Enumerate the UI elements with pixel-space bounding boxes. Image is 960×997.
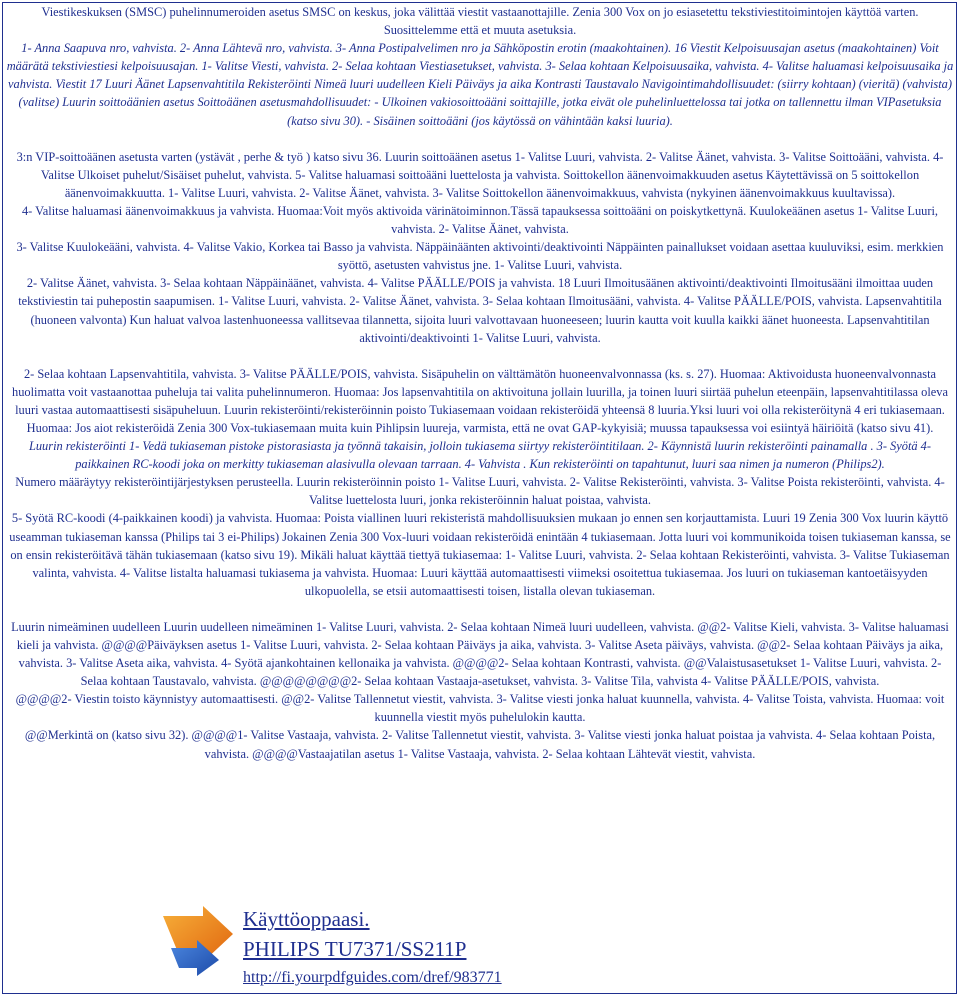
paragraph: @@@@2- Viestin toisto käynnistyy automaattisesti. @@2- Valitse Tallennetut viestit, vahvista. 3- Valitse viesti jonka haluat kuunnella, vahvista. 4- Valitse Toista, vahvista. Huomaa: voit kuunnella viestit myös puhelulokin kautta. [15, 692, 945, 725]
document-body [4, 3, 956, 763]
paragraph-gap [4, 347, 956, 365]
paragraph: 3:n VIP-soittoäänen asetusta varten (ystävät , perhe & työ ) katso sivu 36. Luurin soittoäänen asetus 1- Valitse Luuri, vahvista. 2- Valitse Äänet, vahvista. 3- Valitse Soittoääni, vahvista. 4- Valitse Ulkoiset puhelut/Sisäiset puhelut, vahvista. 5- Valitse haluamasi soittoääni luettelosta ja vahvista. Soittokellon äänenvoimakkuuden asetus Käytettävissä on 5 soittokellon äänenvoimakkuutta. 1- Valitse Luuri, vahvista. 2- Valitse Äänet, vahvista. 3- Valitse Soittokellon äänenvoimakkuus, vahvista (nykyinen äänenvoimakkuus kuultavissa). [16, 149, 944, 200]
product-link[interactable]: PHILIPS TU7371/SS211P [243, 937, 467, 961]
paragraph: 2- Valitse Äänet, vahvista. 3- Selaa kohtaan Näppäinäänet, vahvista. 4- Valitse PÄÄLLE/POIS ja vahvista. 18 Luuri Ilmoitusäänen aktivointi/deaktivointi Ilmoitusääni ilmoittaa uuden tekstiviestin tai puhepostin saapumisen. 1- Valitse Luuri, vahvista. 2- Valitse Äänet, vahvista. 3- Selaa kohtaan Ilmoitusääni, vahvista. 4- Valitse PÄÄLLE/POIS, vahvista. Lapsenvahtitila (huoneen valvonta) Kun haluat valvoa lastenhuoneessa vallitsevaa tilannetta, sijoita luuri valvottavaan huoneeseen; luurin kautta voit kuulla kaikki äänet huoneesta. Lapsenvahtitilan aktivointi/deaktivointi 1- Valitse Luuri, vahvista. [18, 276, 942, 345]
pdf-guide-arrow-icon [157, 904, 237, 978]
paragraph: 3- Valitse Kuulokeääni, vahvista. 4- Valitse Vakio, Korkea tai Basso ja vahvista. Näppäinäänten aktivointi/deaktivointi Näppäinten painallukset voidaan asettaa kuuluviksi, esim. merkkien syöttö, asetusten vahvistus jne. 1- Valitse Luuri, vahvista. [16, 240, 944, 273]
paragraph: Viestikeskuksen (SMSC) puhelinnumeroiden asetus SMSC on keskus, joka välittää viestit vastaanottajille. Zenia 300 Vox on jo esiasetettu tekstiviestitoimintojen käyttöä varten. Suosittelemme että et muuta asetuksia. [41, 5, 919, 38]
paragraph-gap [4, 600, 956, 618]
paragraph: 1- Anna Saapuva nro, vahvista. 2- Anna Lähtevä nro, vahvista. 3- Anna Postipalvelimen nro ja Sähköpostin erotin (maakohtainen). 16 Viestit Kelpoisuusajan asetus (maakohtainen) Voit määrätä tekstiviestiesi kelpoisuusajan. 1- Valitse Viesti, vahvista. 2- Selaa kohtaan Viestiasetukset, vahvista. 3- Selaa kohtaan Kelpoisuusaika, vahvista. 4- Valitse haluamasi kelpoisuusaika ja vahvista. Viestit 17 Luuri Äänet Lapsenvahtitila Rekisteröinti Nimeä luuri uudelleen Kieli Päiväys ja aika Kontrasti Taustavalo Navigointimahdollisuudet: (siirry kohtaan) (vieritä) (vahvista) (valitse) Luurin soittoäänien asetus Soittoäänen asetusmahdollisuudet: - Ulkoinen vakiosoittoääni soittajille, jotka eivät ole puhelinluettelossa tai jotka on tallennettu ilman VIPasetuksia (katso sivu 30). - Sisäinen soittoääni (jos käytössä on vähintään kaksi luuria). [6, 41, 954, 128]
paragraph: 5- Syötä RC-koodi (4-paikkainen koodi) ja vahvista. Huomaa: Poista viallinen luuri rekisteristä mahdollisuuksien mukaan jo ennen sen korjauttamista. Luuri 19 Zenia 300 Vox luurin käyttö useamman tukiaseman kanssa (Philips tai 3 ei-Philips) Jokainen Zenia 300 Vox-luuri voidaan rekisteröidä enintään 4 tukiasemaan. Jotta luuri voi kommunikoida toisen tukiaseman kanssa, se on ensin rekisteröitävä tähän tukiasemaan (katso sivu 19). Mikäli haluat käyttää tiettyä tukiasemaa: 1- Valitse Luuri, vahvista. 2- Selaa kohtaan Rekisteröinti, vahvista. 3- Valitse Tukiaseman valinta, vahvista. 4- Valitse listalta haluamasi tukiasema ja vahvista. Huomaa: Luuri käyttää automaattisesti viimeksi osoitettua tukiasemaa. Jos luuri on tukiaseman kantoetäisyyden ulkopuolella, se etsii automaattisesti toisen, listalla olevan tukiaseman. [9, 511, 951, 598]
footer [157, 898, 657, 993]
guide-link[interactable]: Käyttöoppaasi. [243, 907, 370, 931]
paragraph: Luurin nimeäminen uudelleen Luurin uudelleen nimeäminen 1- Valitse Luuri, vahvista. 2- Selaa kohtaan Nimeä luuri uudelleen, vahvista. @@2- Valitse Kieli, vahvista. 3- Valitse haluamasi kieli ja vahvista. @@@@Päiväyksen asetus 1- Valitse Luuri, vahvista. 2- Selaa kohtaan Päiväys ja aika, vahvista. 3- Valitse Aseta päiväys, vahvista. @@2- Selaa kohtaan Päiväys ja aika, vahvista. 3- Valitse Aseta aika, vahvista. 4- Syötä ajankohtainen kellonaika ja vahvista. @@@@2- Selaa kohtaan Kontrasti, vahvista. @@Valaistusasetukset 1- Valitse Luuri, vahvista. 2- Selaa kohtaan Taustavalo, vahvista. @@@@@@@@2- Selaa kohtaan Vastaaja-asetukset, vahvista. 3- Valitse Tila, vahvista 4- Valitse PÄÄLLE/POIS, vahvista. [11, 619, 949, 689]
paragraph: Luurin rekisteröinti 1- Vedä tukiaseman pistoke pistorasiasta ja työnnä takaisin, jolloin tukiasema siirtyy rekisteröintitilaan. 2- Käynnistä luurin rekisteröinti painamalla . 3- Syötä 4-paikkainen RC-koodi joka on merkitty tukiaseman alasivulla olevaan tarraan. 4- Vahvista . Kun rekisteröinti on tapahtunut, luuri saa nimen ja numeron (Philips2). [28, 439, 932, 472]
paragraph: 4- Valitse haluamasi äänenvoimakkuus ja vahvista. Huomaa:Voit myös aktivoida värinätoiminnon.Tässä tapauksessa soittoääni on poiskytkettynä. Kuulokeäänen asetus 1- Valitse Luuri, vahvista. 2- Valitse Äänet, vahvista. [21, 203, 939, 237]
paragraph: Numero määräytyy rekisteröintijärjestyksen perusteella. Luurin rekisteröinnin poisto 1- Valitse Luuri, vahvista. 2- Valitse Rekisteröinti, vahvista. 3- Valitse Poista rekisteröinti, vahvista. 4- Valitse luettelosta luuri, jonka rekisteröinnin haluat poistaa, vahvista. [15, 475, 945, 508]
paragraph: @@Merkintä on (katso sivu 32). @@@@1- Valitse Vastaaja, vahvista. 2- Valitse Tallennetut viestit, vahvista. 3- Valitse viesti jonka haluat poistaa ja vahvista. 4- Selaa kohtaan Poista, vahvista. @@@@Vastaajatilan asetus 1- Valitse Vastaaja, vahvista. 2- Selaa kohtaan Lähtevät viestit, vahvista. [24, 728, 936, 761]
url-link[interactable]: http://fi.yourpdfguides.com/dref/983771 [243, 969, 502, 986]
paragraph: 2- Selaa kohtaan Lapsenvahtitila, vahvista. 3- Valitse PÄÄLLE/POIS, vahvista. Sisäpuhelin on välttämätön huoneenvalvonnassa (ks. s. 27). Huomaa: Aktivoidusta huoneenvalvonnasta huolimatta voit vastaanottaa puheluja tai valita puhelinnumeron. Huomaa: Jos lapsenvahtitila on aktivoituna jollain luurilla, ja toinen luuri siirtää puhelun eteenpäin, lapsenvahtitilassa oleva luuri vastaa automaattisesti sisäpuheluun. Luurin rekisteröinti/rekisteröinnin poisto Tukiasemaan voidaan rekisteröidä yhteensä 8 luuria.Yksi luuri voi olla rekisteröitynä 4 eri tukiasemaan. Huomaa: Jos aiot rekisteröidä Zenia 300 Vox-tukiasemaan muita kuin Pihlipsin luureja, varmista, että ne ovat GAP-kykyisiä; muussa tapauksessa voi esiintyä häiriöitä (katso sivu 41). [12, 366, 948, 435]
paragraph-gap [4, 130, 956, 148]
footer-links [243, 904, 502, 990]
